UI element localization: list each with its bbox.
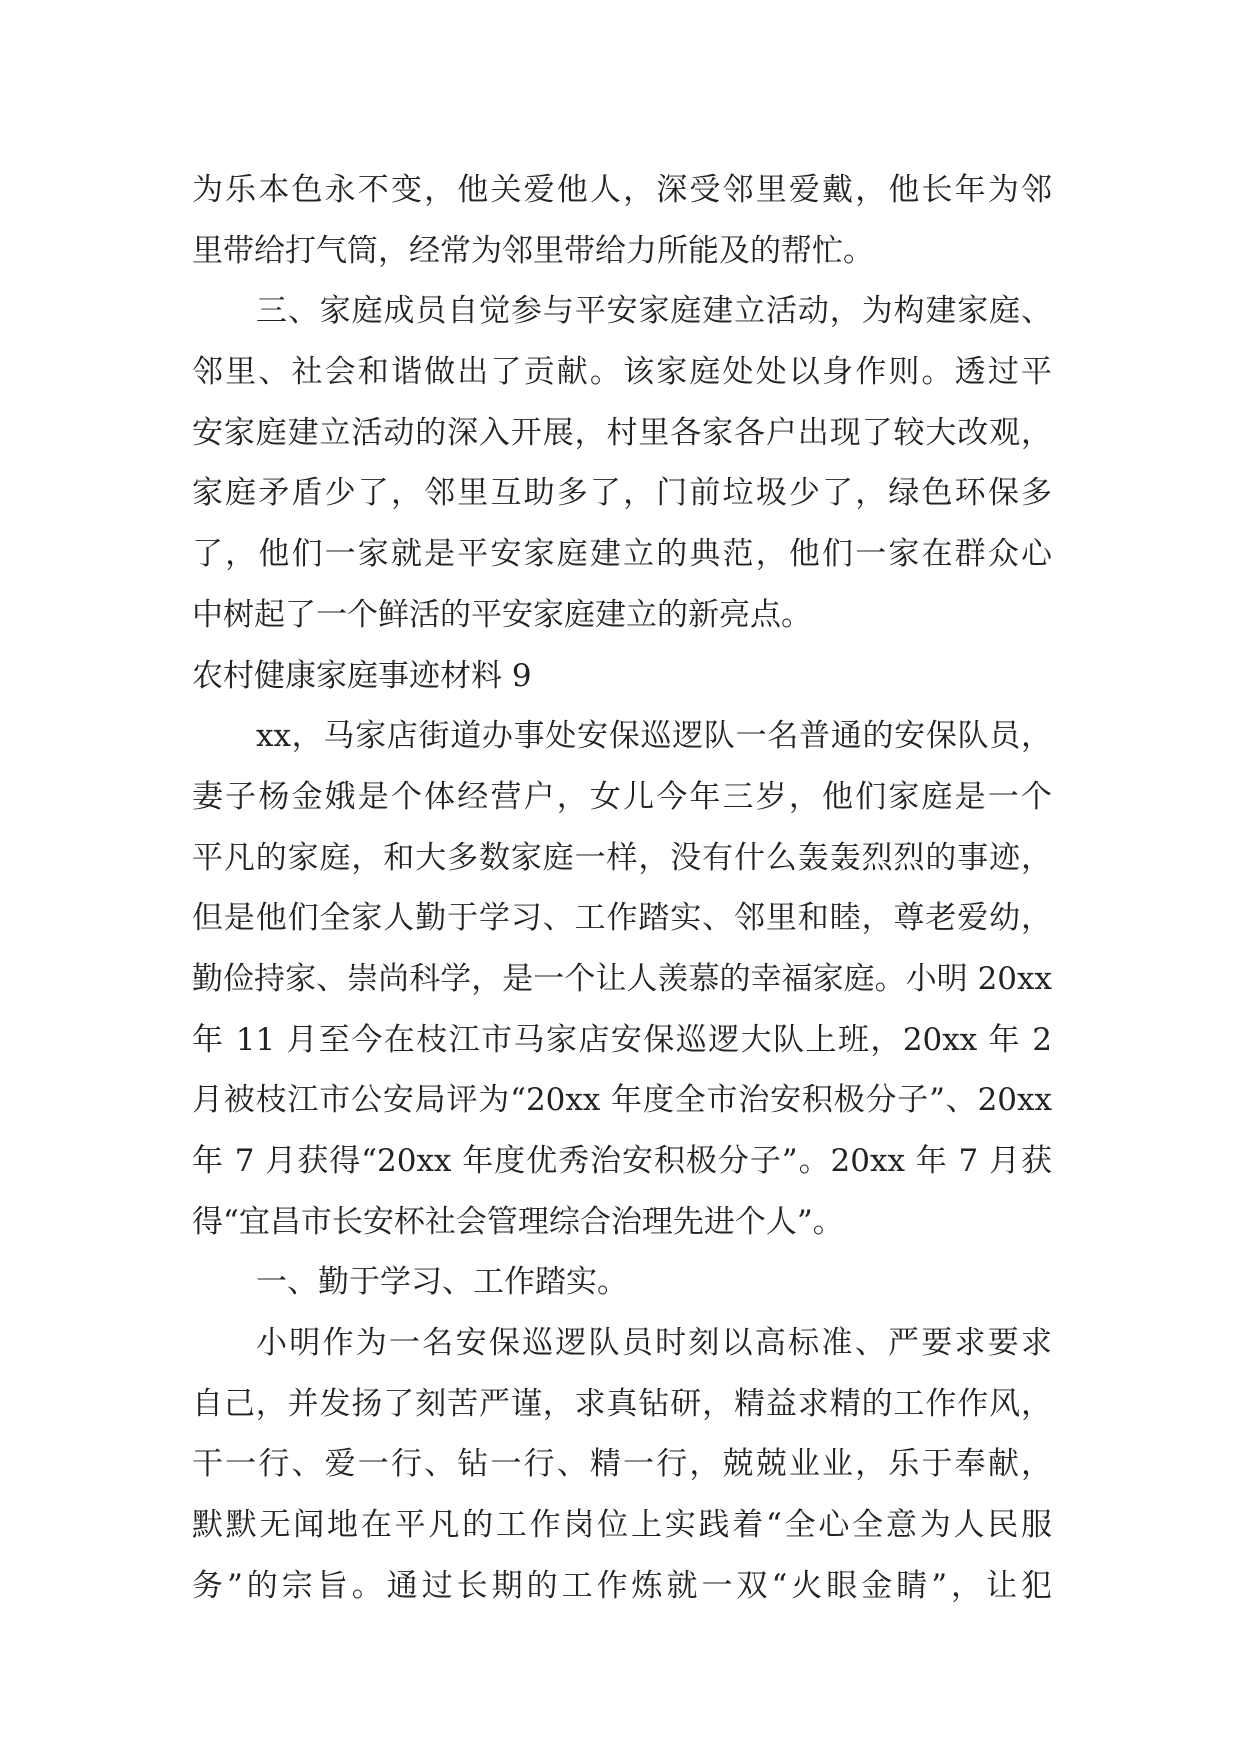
text-line: 里带给打气筒，经常为邻里带给力所能及的帮忙。 [192, 232, 874, 269]
text-line: 平凡的家庭，和大多数家庭一样，没有什么轰轰烈烈的事迹， [192, 839, 1052, 876]
text-line: 为乐本色永不变，他关爱他人，深受邻里爱戴，他长年为邻 [192, 172, 1052, 208]
text-line: 勤俭持家、崇尚科学，是一个让人羡慕的幸福家庭。小明 20xx [192, 960, 1052, 997]
section-heading: 农村健康家庭事迹材料 9 [192, 657, 532, 694]
text-line: 中树起了一个鲜活的平安家庭建立的新亮点。 [192, 596, 812, 633]
text-line: 年 11 月至今在枝江市马家店安保巡逻大队上班，20xx 年 2 [192, 1021, 1052, 1058]
subsection-heading: 一、勤于学习、工作踏实。 [256, 1264, 628, 1301]
text-line: 干一行、爱一行、钻一行、精一行，兢兢业业，乐于奉献， [192, 1446, 1052, 1483]
text-line: 三、家庭成员自觉参与平安家庭建立活动，为构建家庭、 [256, 293, 1052, 330]
text-line: 自己，并发扬了刻苦严谨，求真钻研，精益求精的工作作风， [192, 1385, 1052, 1422]
text-line: 妻子杨金娥是个体经营户，女儿今年三岁，他们家庭是一个 [192, 778, 1052, 815]
text-line: 小明作为一名安保巡逻队员时刻以高标准、严要求要求 [256, 1325, 1052, 1362]
text-line: 邻里、社会和谐做出了贡献。该家庭处处以身作则。透过平 [192, 354, 1052, 391]
text-line: xx，马家店街道办事处安保巡逻队一名普通的安保队员， [256, 718, 1052, 755]
document-body [192, 160, 1052, 1617]
text-line: 家庭矛盾少了，邻里互助多了，门前垃圾少了，绿色环保多 [192, 475, 1052, 512]
text-line: 得“宜昌市长安杯社会管理综合治理先进个人”。 [192, 1203, 844, 1240]
text-line: 默默无闻地在平凡的工作岗位上实践着“全心全意为人民服 [192, 1507, 1052, 1544]
text-line: 务”的宗旨。通过长期的工作炼就一双“火眼金睛”，让犯 [192, 1567, 1052, 1604]
text-line: 了，他们一家就是平安家庭建立的典范，他们一家在群众心 [192, 536, 1052, 573]
text-line: 但是他们全家人勤于学习、工作踏实、邻里和睦，尊老爱幼， [192, 900, 1052, 937]
text-line: 年 7 月获得“20xx 年度优秀治安积极分子”。20xx 年 7 月获 [192, 1143, 1052, 1179]
text-line: 安家庭建立活动的深入开展，村里各家各户出现了较大改观， [192, 414, 1052, 451]
text-line: 月被枝江市公安局评为“20xx 年度全市治安积极分子”、20xx [192, 1082, 1052, 1119]
